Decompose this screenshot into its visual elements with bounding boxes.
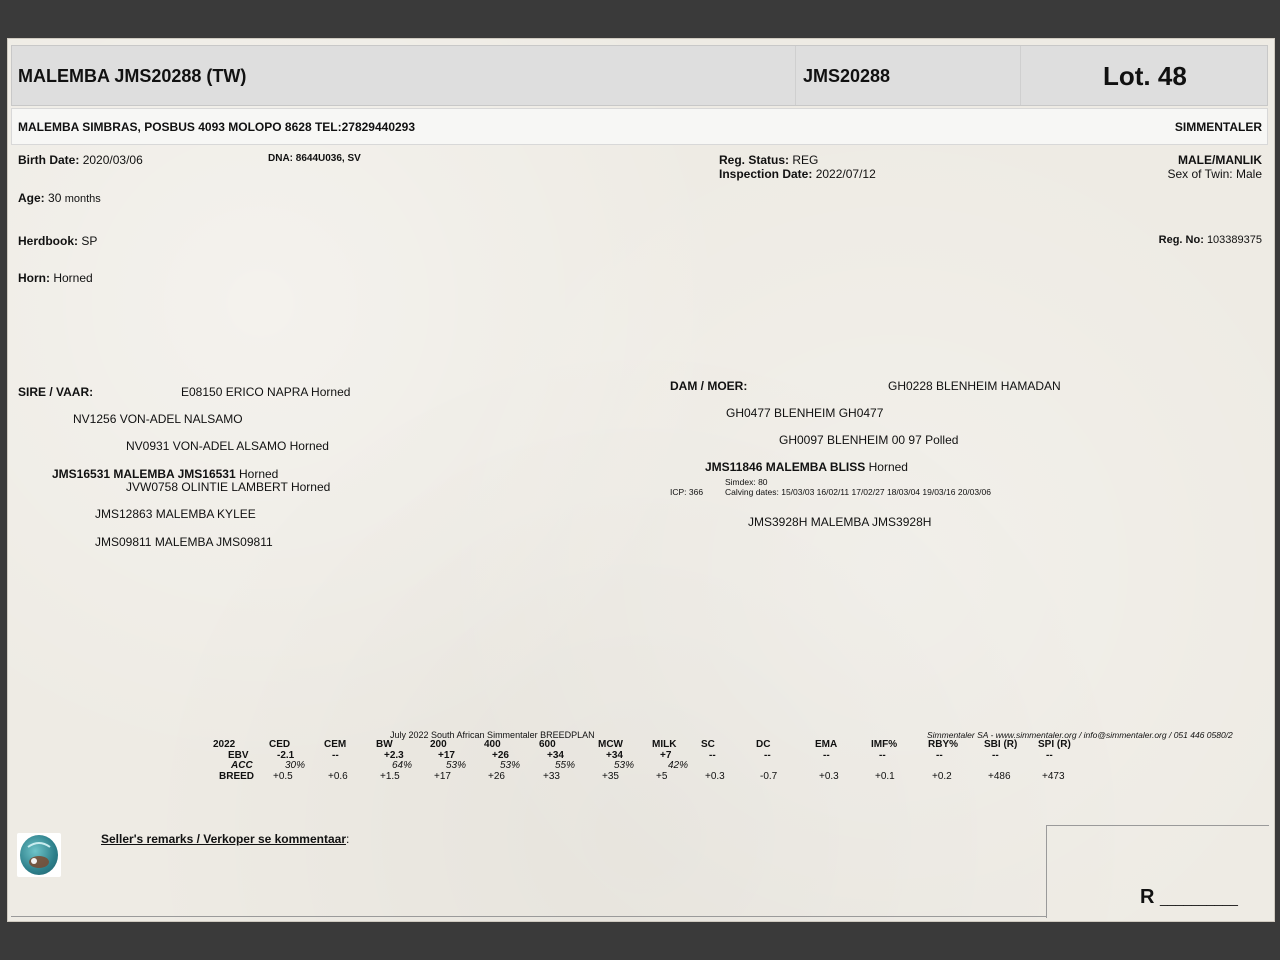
row-label-ebv: EBV [228,750,249,761]
sire-dam-dam: JMS09811 MALEMBA JMS09811 [95,535,273,549]
globe-icon [20,835,58,875]
herdbook-value: SP [81,234,98,248]
ebv-value: -- [709,750,716,761]
age-value: 30 [48,191,62,205]
acc-value: 64% [392,760,413,771]
ebv-value: -2.1 [277,750,295,761]
sire-sire: NV1256 VON-ADEL NALSAMO [73,412,243,426]
sire-name: JMS16531 MALEMBA JMS16531 [52,467,236,481]
inspection-date-label: Inspection Date: [719,167,813,181]
column-header: 200 [430,739,447,750]
breed-value: +35 [602,771,619,782]
animal-title: MALEMBA JMS20288 (TW) [18,66,247,86]
simdex: Simdex: 80 [725,477,768,487]
breed-value: +486 [988,771,1011,782]
sire-label: SIRE / VAAR: [18,385,94,399]
breed-value: +5 [656,771,668,782]
remarks-divider [11,916,1047,917]
column-header: CEM [324,739,347,750]
ebv-value: +17 [438,750,455,761]
seller-remarks-colon: : [346,832,350,846]
column-header: MCW [598,739,623,750]
sire-sire-dam: NV0931 VON-ADEL ALSAMO Horned [126,439,329,453]
age-unit: months [64,193,101,205]
header-divider [1020,46,1021,105]
ebv-value: -- [992,750,999,761]
horn-label: Horn: [18,271,50,285]
ebv-value: -- [823,750,830,761]
header-divider [795,46,796,105]
sire-horn: Horned [238,467,279,481]
price-field[interactable] [1140,886,1238,909]
dna-label: DNA: [268,153,293,164]
ebv-value: -- [1046,750,1053,761]
sire [52,467,278,481]
reg-no-value: 103389375 [1206,234,1262,246]
column-header: MILK [652,739,677,750]
lot-number: Lot. 48 [1103,61,1187,91]
acc-value: 53% [500,760,521,771]
column-header: SPI (R) [1038,739,1071,750]
column-header: EMA [815,739,838,750]
dam-sire-sire: GH0228 BLENHEIM HAMADAN [888,379,1061,393]
dam-name: JMS11846 MALEMBA BLISS [705,460,866,474]
column-header: CED [269,739,291,750]
breed-value: +0.6 [328,771,348,782]
breed-name: SIMMENTALER [1174,120,1262,134]
twin-sex: Sex of Twin: Male [1167,167,1262,181]
breed-value: -0.7 [760,771,778,782]
breedplan-title: July 2022 South African Simmentaler BREEDPLAN [390,730,595,740]
breed-value: +0.3 [819,771,839,782]
dna-value: 8644U036, SV [295,153,361,164]
acc-value: 55% [555,760,576,771]
ebv-value: -- [879,750,886,761]
calving-dates: Calving dates: 15/03/03 16/02/11 17/02/27 18/03/04 19/03/16 20/03/06 [725,487,991,497]
ebv-value: +7 [660,750,672,761]
birth-date-label: Birth Date: [18,153,80,167]
horn-value: Horned [53,271,93,285]
acc-value: 30% [285,760,306,771]
dam-sire-dam: GH0097 BLENHEIM 00 97 Polled [779,433,959,447]
column-header: DC [756,739,771,750]
seller-remarks [101,832,349,846]
column-header: 600 [539,739,556,750]
dam-dam: JMS3928H MALEMBA JMS3928H [748,515,932,529]
dam-sire: GH0477 BLENHEIM GH0477 [726,406,884,420]
birth-date [18,153,143,167]
ebv-value: +26 [492,750,509,761]
row-label-breed: BREED [219,771,255,782]
breedplan-year: 2022 [213,739,236,750]
row-label-acc: ACC [231,760,253,771]
ebv-value: +34 [606,750,623,761]
acc-value: 53% [614,760,635,771]
breed-value: +17 [434,771,451,782]
column-header: SBI (R) [984,739,1018,750]
seller-remarks-label: Seller's remarks / Verkoper se kommentaar [101,832,346,846]
age-label: Age: [18,191,45,205]
ebv-value: +34 [547,750,564,761]
animal-id: JMS20288 [803,66,891,86]
reg-no [1159,234,1262,246]
column-header: RBY% [928,739,959,750]
dam-horn: Horned [868,460,908,474]
ebv-value: -- [764,750,771,761]
ebv-value: +2.3 [384,750,404,761]
reg-status-label: Reg. Status: [719,153,790,167]
inspection-date [719,167,876,181]
price-currency: R [1140,886,1155,908]
column-header: BW [376,739,393,750]
column-header: SC [701,739,715,750]
breed-value: +0.3 [705,771,725,782]
owner-line: MALEMBA SIMBRAS, POSBUS 4093 MOLOPO 8628 TEL:27829440293 [18,120,416,134]
sire-dam: JMS12863 MALEMBA KYLEE [95,507,256,521]
dam-label: DAM / MOER: [670,379,748,393]
association-logo [17,833,61,877]
breed-value: +26 [488,771,505,782]
reg-no-label: Reg. No: [1158,234,1204,246]
column-header: 400 [484,739,501,750]
herdbook [18,234,97,248]
column-header: IMF% [871,739,898,750]
breed-value: +33 [543,771,560,782]
breedplan-source: Simmentaler SA - www.simmentaler.org / info@simmentaler.org / 051 446 0580/2 [927,730,1233,740]
cattle-icon [20,835,58,875]
acc-value: 42% [668,760,689,771]
price-blank: __________ [1160,890,1238,906]
breed-value: +1.5 [380,771,400,782]
sire-dam-sire: JVW0758 OLINTIE LAMBERT Horned [126,480,331,494]
birth-date-value: 2020/03/06 [82,153,143,167]
reg-status-value: REG [792,153,819,167]
age [18,191,101,205]
breed-value: +0.2 [932,771,952,782]
sire-sire-sire: E08150 ERICO NAPRA Horned [181,385,351,399]
breed-value: +473 [1042,771,1065,782]
breed-value: +0.1 [875,771,895,782]
inspection-date-value: 2022/07/12 [815,167,876,181]
icp: ICP: 366 [670,487,704,497]
dam [705,460,908,474]
horn [18,271,93,285]
dna [268,153,361,164]
breed-value: +0.5 [273,771,293,782]
herdbook-label: Herdbook: [18,234,78,248]
acc-value: 53% [446,760,467,771]
sex: MALE/MANLIK [1178,153,1262,167]
reg-status [719,153,818,167]
ebv-value: -- [332,750,339,761]
ebv-value: -- [936,750,943,761]
